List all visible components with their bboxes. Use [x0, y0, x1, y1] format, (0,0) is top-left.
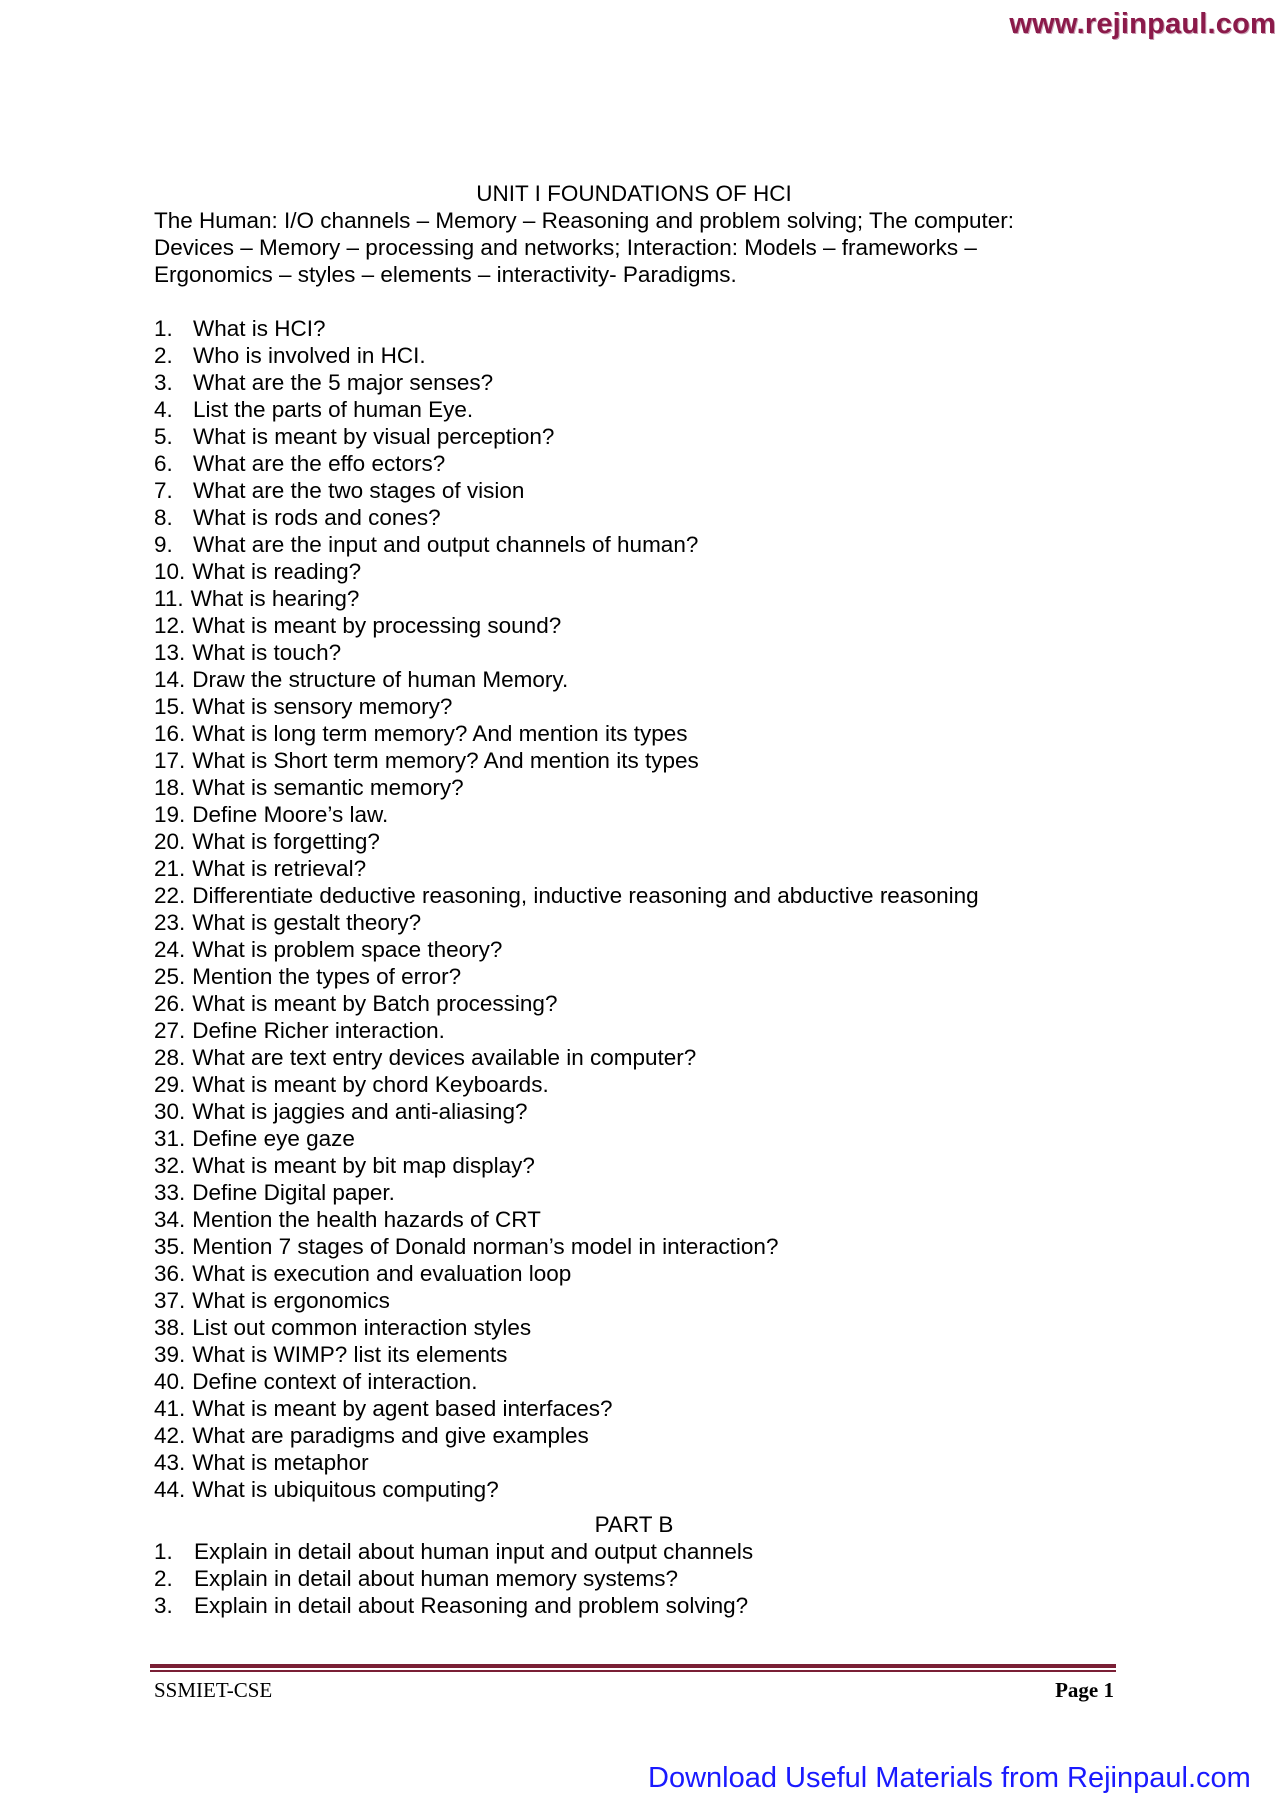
question-item	[154, 1341, 1114, 1368]
question-number: 44.	[154, 1477, 186, 1502]
question-item	[154, 909, 1114, 936]
question-item	[154, 477, 1114, 504]
question-text: What is meant by Batch processing?	[192, 991, 558, 1016]
question-text: List the parts of human Eye.	[193, 397, 474, 422]
question-text: List out common interaction styles	[192, 1315, 532, 1340]
question-number: 22.	[154, 883, 186, 908]
question-text: What are the effo ectors?	[193, 451, 446, 476]
question-number: 16.	[154, 721, 186, 746]
question-item	[154, 1287, 1114, 1314]
question-text: What is rods and cones?	[193, 505, 441, 530]
question-number: 2.	[154, 1566, 173, 1591]
question-item	[154, 558, 1114, 585]
question-number: 27.	[154, 1018, 186, 1043]
question-number: 10.	[154, 559, 186, 584]
question-number: 6.	[154, 451, 173, 476]
question-text: What is Short term memory? And mention its types	[192, 748, 699, 773]
question-text: What is ergonomics	[192, 1288, 390, 1313]
question-item	[154, 1098, 1114, 1125]
question-number: 40.	[154, 1369, 186, 1394]
question-number: 8.	[154, 505, 173, 530]
question-item	[154, 936, 1114, 963]
question-text: What is jaggies and anti-aliasing?	[192, 1099, 528, 1124]
question-item	[154, 990, 1114, 1017]
question-text: What is hearing?	[190, 586, 360, 611]
question-number: 21.	[154, 856, 186, 881]
question-text: Draw the structure of human Memory.	[192, 667, 569, 692]
question-number: 11.	[154, 586, 184, 611]
footer-rule-thin	[150, 1670, 1116, 1672]
question-item	[154, 612, 1114, 639]
question-text: Define context of interaction.	[192, 1369, 478, 1394]
question-number: 18.	[154, 775, 186, 800]
question-item	[154, 801, 1114, 828]
question-number: 33.	[154, 1180, 186, 1205]
question-item	[154, 1017, 1114, 1044]
question-text: What is metaphor	[192, 1450, 369, 1475]
question-number: 32.	[154, 1153, 186, 1178]
question-item	[154, 1179, 1114, 1206]
question-number: 3.	[154, 370, 173, 395]
question-item	[154, 1260, 1114, 1287]
question-number: 20.	[154, 829, 186, 854]
question-item	[154, 774, 1114, 801]
question-text: Explain in detail about human memory systems?	[194, 1566, 678, 1591]
question-text: What are paradigms and give examples	[192, 1423, 589, 1448]
question-text: What is meant by agent based interfaces?	[192, 1396, 613, 1421]
question-text: What are the two stages of vision	[193, 478, 525, 503]
question-number: 7.	[154, 478, 173, 503]
question-item	[154, 504, 1114, 531]
question-item	[154, 1368, 1114, 1395]
question-item	[154, 1449, 1114, 1476]
question-text: What is gestalt theory?	[192, 910, 422, 935]
part-a-question-list	[154, 315, 1114, 1503]
question-item	[154, 423, 1114, 450]
question-text: What is forgetting?	[192, 829, 380, 854]
question-text: Define Moore’s law.	[192, 802, 389, 827]
question-text: Define eye gaze	[192, 1126, 355, 1151]
question-number: 23.	[154, 910, 186, 935]
question-item	[154, 585, 1114, 612]
question-text: What are the 5 major senses?	[193, 370, 494, 395]
question-item	[154, 828, 1114, 855]
question-number: 1.	[154, 316, 173, 341]
syllabus-text	[154, 207, 1114, 288]
question-number: 5.	[154, 424, 173, 449]
question-number: 36.	[154, 1261, 186, 1286]
question-number: 4.	[154, 397, 173, 422]
question-text: What is semantic memory?	[192, 775, 464, 800]
question-item	[154, 1592, 1114, 1619]
question-number: 29.	[154, 1072, 186, 1097]
question-item	[154, 396, 1114, 423]
question-item	[154, 1395, 1114, 1422]
question-item	[154, 855, 1114, 882]
question-text: Define Richer interaction.	[192, 1018, 445, 1043]
question-text: What is retrieval?	[192, 856, 367, 881]
question-number: 13.	[154, 640, 186, 665]
question-number: 34.	[154, 1207, 186, 1232]
question-item	[154, 693, 1114, 720]
question-text: Mention the types of error?	[192, 964, 462, 989]
question-number: 26.	[154, 991, 186, 1016]
watermark-top-link[interactable]: www.rejinpaul.com	[1009, 8, 1276, 40]
question-text: Mention 7 stages of Donald norman’s model in interaction?	[192, 1234, 779, 1259]
question-item	[154, 1206, 1114, 1233]
question-text: What is ubiquitous computing?	[192, 1477, 499, 1502]
page-content	[154, 180, 1114, 1619]
question-number: 3.	[154, 1593, 173, 1618]
question-text: What is meant by chord Keyboards.	[192, 1072, 549, 1097]
question-text: What is execution and evaluation loop	[192, 1261, 572, 1286]
question-text: What is meant by visual perception?	[193, 424, 555, 449]
question-item	[154, 1071, 1114, 1098]
question-number: 15.	[154, 694, 186, 719]
syllabus-line: The Human: I/O channels – Memory – Reasoning and problem solving; The computer:	[154, 208, 1015, 233]
syllabus-line: Devices – Memory – processing and networks; Interaction: Models – frameworks –	[154, 235, 977, 260]
question-number: 28.	[154, 1045, 186, 1070]
question-number: 2.	[154, 343, 173, 368]
question-text: Explain in detail about human input and output channels	[194, 1539, 754, 1564]
question-item	[154, 342, 1114, 369]
question-text: What is meant by processing sound?	[192, 613, 562, 638]
question-item	[154, 1314, 1114, 1341]
footer-page-number: Page 1	[1055, 1678, 1114, 1702]
footer-department: SSMIET-CSE	[154, 1678, 273, 1702]
question-item	[154, 1476, 1114, 1503]
question-item	[154, 1152, 1114, 1179]
question-item	[154, 315, 1114, 342]
question-text: What are the input and output channels of human?	[193, 532, 699, 557]
question-item	[154, 1044, 1114, 1071]
question-number: 41.	[154, 1396, 186, 1421]
question-number: 30.	[154, 1099, 186, 1124]
question-number: 35.	[154, 1234, 186, 1259]
footer-rule-thick	[150, 1664, 1116, 1668]
question-item	[154, 747, 1114, 774]
question-number: 9.	[154, 532, 173, 557]
question-text: Differentiate deductive reasoning, inductive reasoning and abductive reasoning	[192, 883, 979, 908]
question-item	[154, 963, 1114, 990]
question-item	[154, 882, 1114, 909]
part-b-title: PART B	[594, 1512, 674, 1537]
question-text: What is problem space theory?	[192, 937, 503, 962]
question-number: 42.	[154, 1423, 186, 1448]
question-item	[154, 369, 1114, 396]
question-item	[154, 1125, 1114, 1152]
question-text: What is HCI?	[193, 316, 326, 341]
question-item	[154, 720, 1114, 747]
question-text: What are text entry devices available in computer?	[192, 1045, 697, 1070]
unit-title: UNIT I FOUNDATIONS OF HCI	[476, 181, 792, 206]
question-number: 14.	[154, 667, 186, 692]
question-text: Mention the health hazards of CRT	[192, 1207, 541, 1232]
question-number: 19.	[154, 802, 186, 827]
question-text: What is meant by bit map display?	[192, 1153, 535, 1178]
watermark-bottom-link[interactable]: Download Useful Materials from Rejinpaul.com	[648, 1762, 1251, 1794]
question-text: What is reading?	[192, 559, 362, 584]
question-item	[154, 1565, 1114, 1592]
spacer	[154, 288, 1114, 315]
question-item	[154, 450, 1114, 477]
question-number: 39.	[154, 1342, 186, 1367]
question-number: 38.	[154, 1315, 186, 1340]
question-number: 1.	[154, 1539, 173, 1564]
question-item	[154, 639, 1114, 666]
question-number: 24.	[154, 937, 186, 962]
question-text: What is WIMP? list its elements	[192, 1342, 508, 1367]
question-text: What is long term memory? And mention its types	[192, 721, 688, 746]
question-item	[154, 666, 1114, 693]
question-item	[154, 1422, 1114, 1449]
question-text: Define Digital paper.	[192, 1180, 395, 1205]
question-number: 31.	[154, 1126, 186, 1151]
question-item	[154, 1233, 1114, 1260]
question-text: Who is involved in HCI.	[193, 343, 426, 368]
question-number: 12.	[154, 613, 186, 638]
question-text: What is touch?	[192, 640, 342, 665]
question-text: What is sensory memory?	[192, 694, 453, 719]
question-number: 17.	[154, 748, 186, 773]
question-item	[154, 1538, 1114, 1565]
part-b-question-list	[154, 1538, 1114, 1619]
question-number: 37.	[154, 1288, 186, 1313]
question-item	[154, 531, 1114, 558]
syllabus-line: Ergonomics – styles – elements – interactivity- Paradigms.	[154, 262, 737, 287]
question-text: Explain in detail about Reasoning and problem solving?	[194, 1593, 749, 1618]
question-number: 43.	[154, 1450, 186, 1475]
question-number: 25.	[154, 964, 186, 989]
